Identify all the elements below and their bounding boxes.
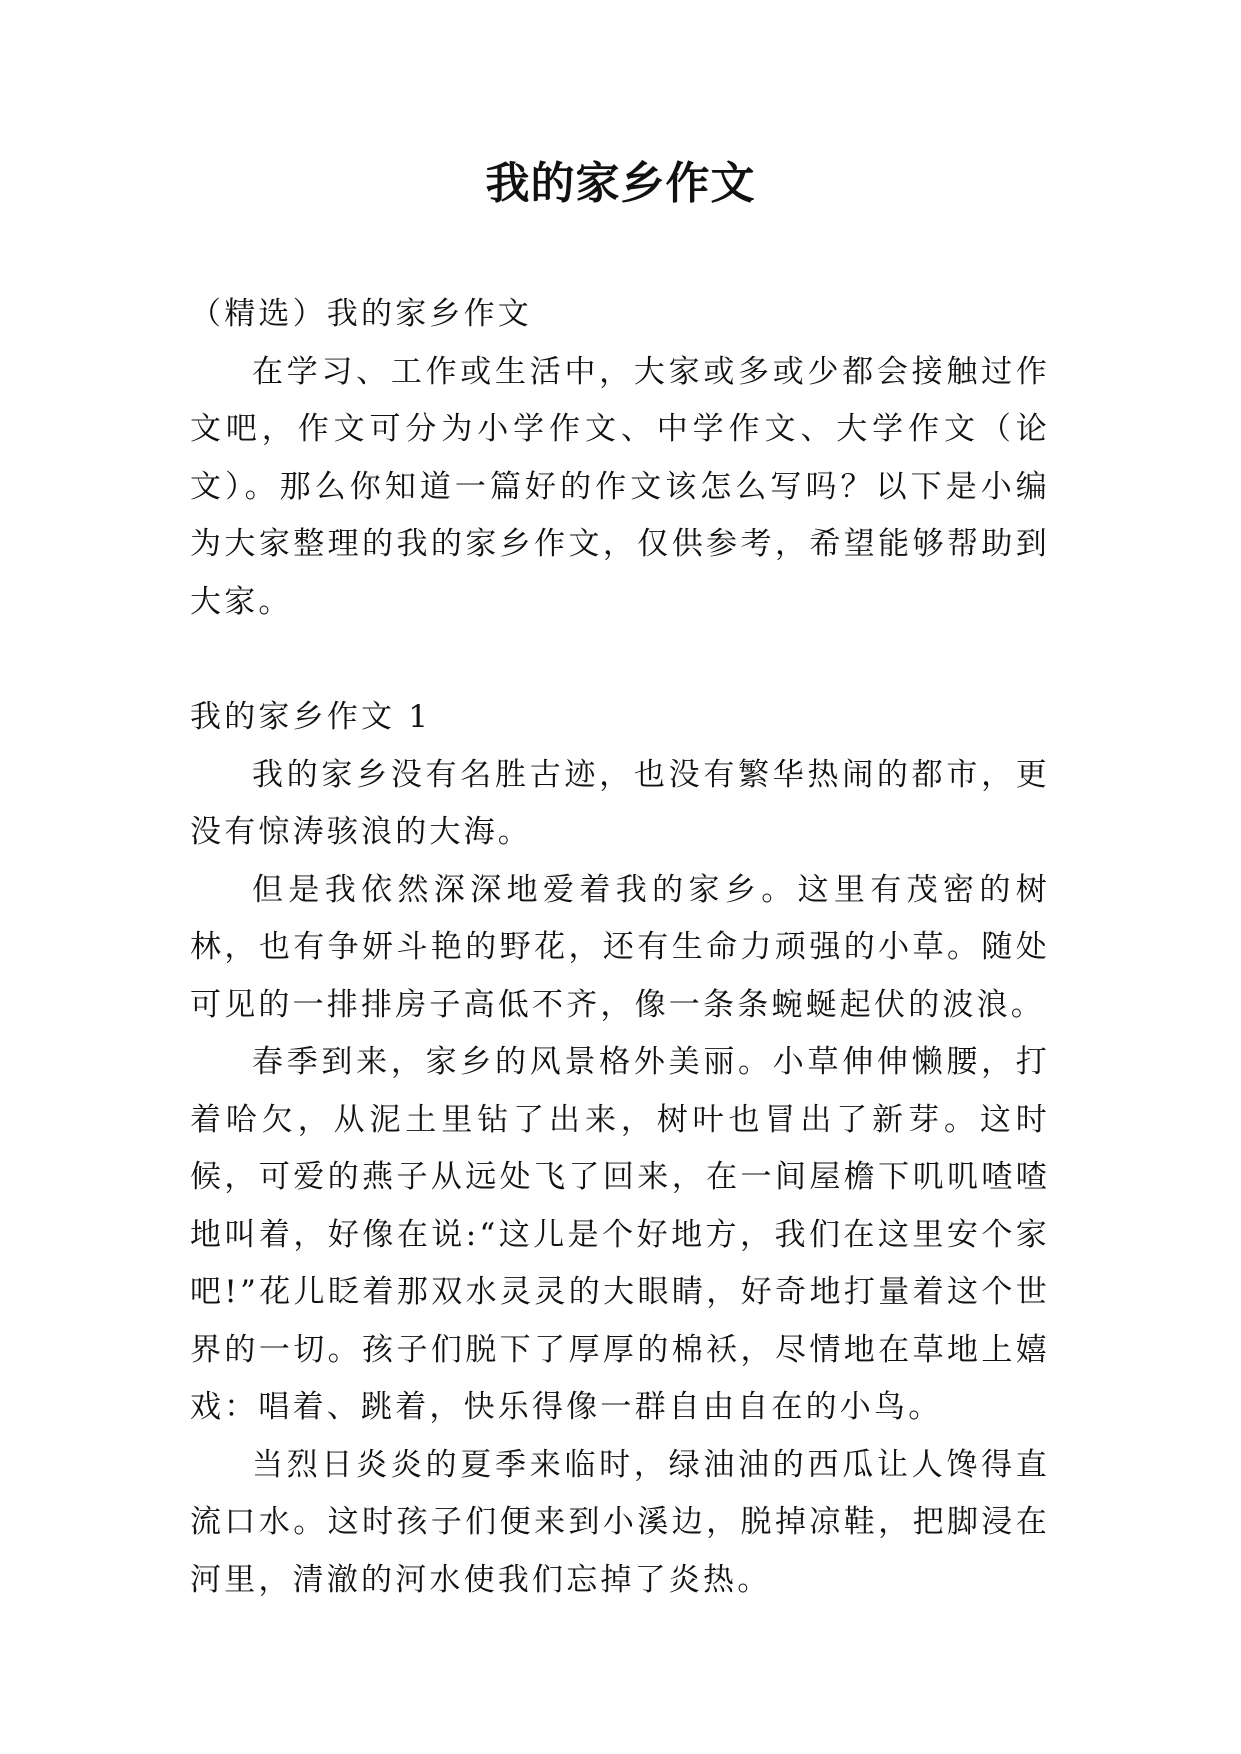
document-body	[190, 286, 1050, 1609]
intro-paragraph: 在学习、工作或生活中，大家或多或少都会接触过作文吧，作文可分为小学作文、中学作文、大学作文（论文）。那么你知道一篇好的作文该怎么写吗？以下是小编为大家整理的我的家乡作文，仅供参考，希望能够帮助到大家。	[190, 353, 1050, 620]
paragraph-1: 我的家乡没有名胜古迹，也没有繁华热闹的都市，更没有惊涛骇浪的大海。	[190, 756, 1050, 850]
subtitle: （精选）我的家乡作文	[190, 296, 532, 332]
section-heading: 我的家乡作文 1	[190, 699, 432, 735]
paragraph-3: 春季到来，家乡的风景格外美丽。小草伸伸懒腰，打着哈欠，从泥土里钻了出来，树叶也冒出了新芽。这时候，可爱的燕子从远处飞了回来，在一间屋檐下叽叽喳喳地叫着，好像在说:“这儿是个好地方，我们在这里安个家吧!”花儿眨着那双水灵灵的大眼睛，好奇地打量着这个世界的一切。孩子们脱下了厚厚的棉袄，尽情地在草地上嬉戏：唱着、跳着，快乐得像一群自由自在的小鸟。	[190, 1044, 1050, 1425]
paragraph-4: 当烈日炎炎的夏季来临时，绿油油的西瓜让人馋得直流口水。这时孩子们便来到小溪边，脱掉凉鞋，把脚浸在河里，清澈的河水使我们忘掉了炎热。	[190, 1446, 1050, 1598]
section-spacer	[190, 631, 1050, 689]
paragraph-2: 但是我依然深深地爱着我的家乡。这里有茂密的树林，也有争妍斗艳的野花，还有生命力顽强的小草。随处可见的一排排房子高低不齐，像一条条蜿蜒起伏的波浪。	[190, 871, 1050, 1023]
document-title: 我的家乡作文	[485, 158, 756, 209]
